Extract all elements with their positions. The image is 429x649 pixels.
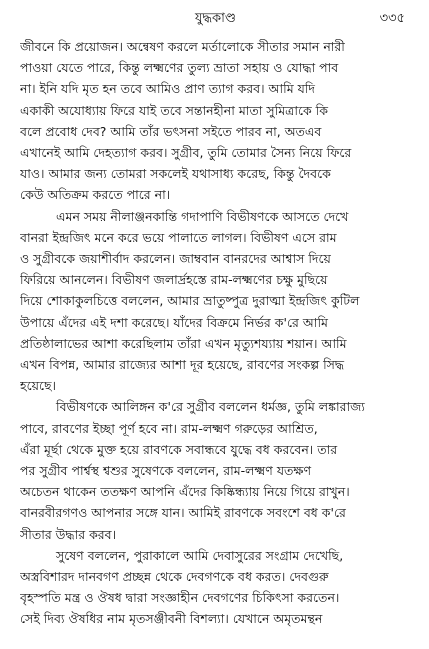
text-line: পাবে, রাবণের ইচ্ছা পূর্ণ হবে না। রাম-লক্ষ্মণ গরুড়ের আশ্রিত, — [20, 420, 318, 436]
text-line: পর সুগ্রীব পার্শ্বস্থ শ্বশুর সুষেণকে বললেন, রাম-লক্ষ্মণ যতক্ষণ — [20, 463, 312, 479]
text-line: না। ইনি যদি মৃত হন তবে আমিও প্রাণ ত্যাগ করব। আমি যদি — [20, 81, 315, 97]
text-line: বানরা ইন্দ্রজিৎ মনে করে ভয়ে পালাতে লাগল। বিভীষণ এসে রাম — [20, 229, 337, 245]
paragraph — [20, 206, 411, 397]
running-header — [20, 8, 411, 30]
text-line: এমন সময় নীলাঞ্জনকান্তি গদাপাণি বিভীষণকে আসতে দেখে — [56, 208, 349, 224]
text-line: একাকী অযোধ্যায় ফিরে যাই তবে সন্তানহীনা মাতা সুমিত্রাকে কি — [20, 102, 329, 118]
text-line: এঁরা মূর্ছা থেকে মুক্ত হয়ে রাবণকে সবান্ধবে যুদ্ধে বধ করবেন। তার — [20, 441, 338, 457]
text-line: ও সুগ্রীবকে জয়াশীর্বাদ করলেন। জাম্ববান বানরদের আশ্বাস দিয়ে — [20, 251, 331, 267]
text-line: পাওয়া যেতে পারে, কিন্তু লক্ষ্মণের তুল্য ভ্রাতা সহায় ও যোদ্ধা পাব — [20, 60, 339, 76]
text-line: জীবনে কি প্রয়োজন। অন্বেষণ করলে মর্তালোকে সীতার সমান নারী — [20, 39, 345, 54]
text-line: অচেতন থাকেন ততক্ষণ আপনি এঁদের কিষ্কিন্ধ্যায় নিয়ে গিয়ে রাখুন। — [20, 484, 350, 500]
text-line: বানরবীরগণও আপনার সঙ্গে যান। আমিই রাবণকে সবংশে বধ ক'রে — [20, 505, 346, 521]
paragraph — [20, 545, 411, 630]
body-text — [20, 36, 411, 630]
text-line: দিয়ে শোকাকুলচিত্তে বললেন, আমার ভ্রাতুষ্পুত্র দুরাত্মা ইন্দ্রজিৎ কুটিল — [20, 293, 360, 309]
text-line: সেই দিব্য ঔষধির নাম মৃতসঞ্জীবনী বিশল্যা। যেখানে অমৃতমন্থন — [20, 611, 323, 627]
text-line: সীতার উদ্ধার করব। — [20, 526, 117, 542]
text-line: কেউ অতিক্রম করতে পারে না। — [20, 187, 171, 203]
text-line: হয়েছে। — [20, 378, 57, 394]
text-line: বৃহস্পতি মন্ত্র ও ঔষধ দ্বারা সংজ্ঞাহীন দেবগণের চিকিৎসা করতেন। — [20, 590, 340, 606]
text-line: প্রতিষ্ঠালাভের আশা করেছিলাম তাঁরা এখন মৃত্যুশয্যায় শয়ান। আমি — [20, 335, 347, 351]
running-title: যুদ্ধকাণ্ড — [195, 11, 236, 26]
text-line: এখন বিপন্ন, আমার রাজ্যের আশা দূর হয়েছে, রাবণের সংকল্প সিদ্ধ — [20, 357, 345, 373]
text-line: উপায়ে এঁদের এই দশা করেছে। যাঁদের বিক্রমে নির্ভর ক'রে আমি — [20, 314, 328, 330]
text-line: অস্ত্রবিশারদ দানবগণ প্রচ্ছন্ন থেকে দেবগণকে বধ করত। দেবগুরু — [20, 569, 329, 585]
paragraph — [20, 36, 411, 206]
text-line: এখানেই আমি দেহত্যাগ করব। সুগ্রীব, তুমি তোমার সৈন্য নিয়ে ফিরে — [20, 145, 352, 161]
text-line: যাও। আমার জন্য তোমরা সকলেই যথাসাধ্য করেছ, কিন্তু দৈবকে — [20, 166, 331, 182]
text-line: ফিরিয়ে আনলেন। বিভীষণ জলার্দ্রহস্তে রাম-লক্ষ্মণের চক্ষু মুছিয়ে — [20, 272, 328, 288]
text-line: বলে প্রবোধ দেব? আমি তাঁর ভৎসনা সইতে পারব না, অতএব — [20, 123, 322, 139]
text-line: বিভীষণকে আলিঙ্গন ক'রে সুগ্রীব বললেন ধর্মজ্ঞ, তুমি লঙ্কারাজ্য — [56, 399, 365, 415]
text-line: সুষেণ বললেন, পুরাকালে আমি দেবাসুরের সংগ্রাম দেখেছি, — [56, 547, 344, 563]
paragraph — [20, 396, 411, 544]
page-number: ৩৩৫ — [379, 11, 405, 26]
